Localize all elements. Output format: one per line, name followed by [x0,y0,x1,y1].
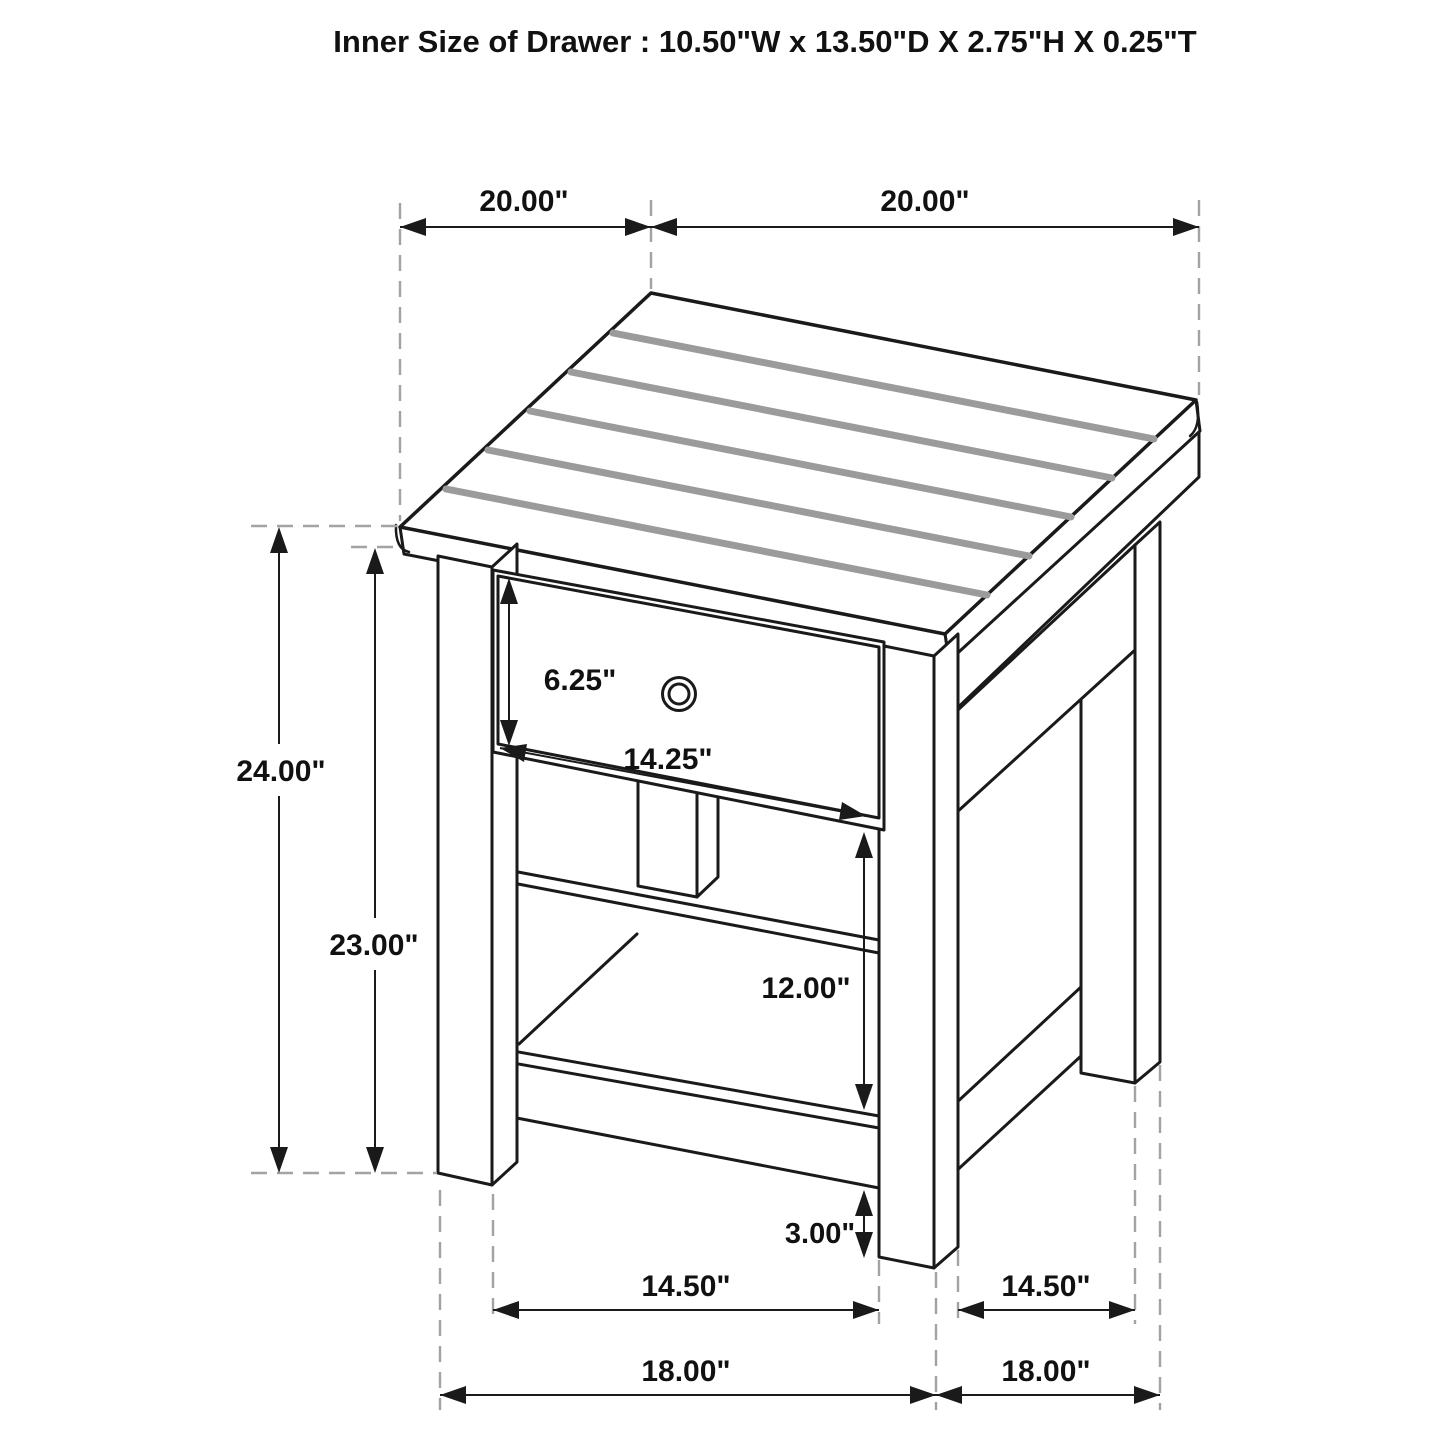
dim-overall-height [236,527,325,1173]
dim-shelf-clearance [761,832,873,1110]
dim-label-overall-height: 24.00" [236,755,326,788]
dim-label-shelf-front: 14.50" [641,1270,731,1303]
dim-label-shelf-side: 14.50" [1001,1270,1091,1303]
dim-label-drawer-width: 14.25" [623,743,713,776]
dim-leg-height [329,548,418,1173]
dim-shelf-side [958,1270,1135,1319]
dim-base-front [440,1355,936,1404]
dim-label-base-front: 18.00" [641,1355,731,1388]
drawing-title: Inner Size of Drawer : 10.50"W x 13.50"D X 2.75"H X 0.25"T [333,24,1197,59]
dim-label-shelf-clearance: 12.00" [761,972,851,1005]
dim-label-top-depth: 20.00" [479,185,569,218]
front-right-leg [879,634,958,1268]
dim-label-bottom-rail: 3.00" [784,1218,856,1250]
dim-label-base-side: 18.00" [1001,1355,1091,1388]
dim-shelf-front [493,1270,879,1319]
dim-base-side [936,1355,1160,1404]
dim-label-top-width: 20.00" [880,185,970,218]
dim-top [400,185,1199,236]
dim-label-drawer-height: 6.25" [543,664,617,697]
dim-bottom-rail [785,1190,873,1258]
side-shelf-rail [940,987,1081,1186]
dim-label-leg-height: 23.00" [329,929,419,962]
